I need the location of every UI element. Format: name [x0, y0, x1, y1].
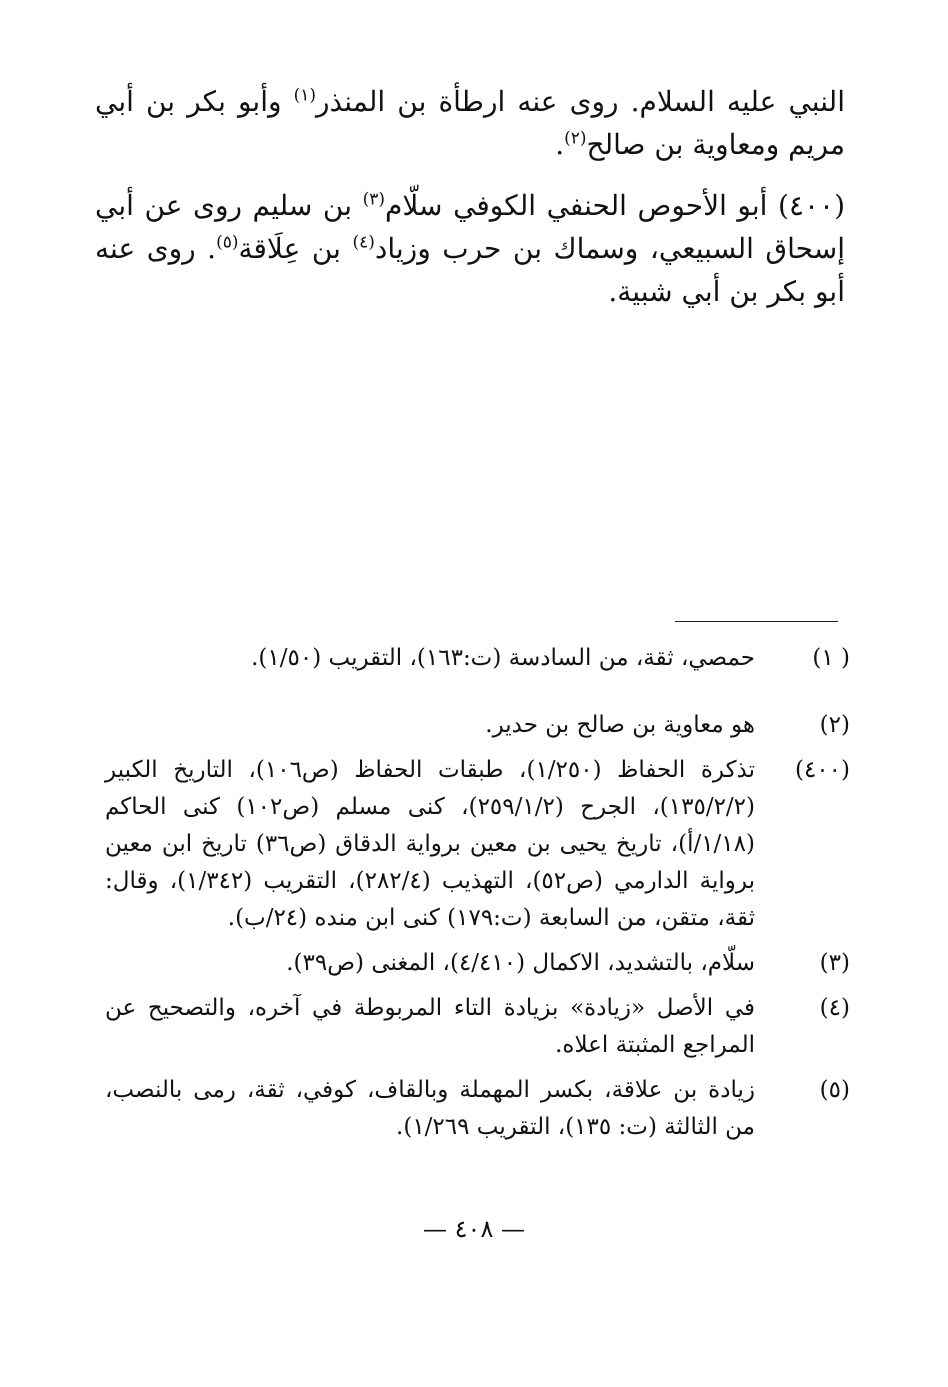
- footnote-item: [105, 1072, 850, 1146]
- footnote-number: (٢): [819, 712, 850, 738]
- footnote-item: [105, 945, 850, 982]
- paragraph-2-text-d: . روى عنه أبو بكر بن أبي شبية.: [95, 232, 845, 308]
- footnote-ref-2: (٢): [564, 128, 587, 149]
- footnote-number: (٤): [819, 995, 850, 1021]
- footnotes: [105, 640, 850, 1154]
- paragraph-2-text-b: بن سليم روى عن أبي إسحاق السبيعي، وسماك بن حرب وزياد: [95, 189, 845, 265]
- footnote-ref-3: (٣): [362, 189, 386, 210]
- paragraph-1-text-a: النبي عليه السلام. روى عنه ارطأة بن المنذر: [316, 85, 845, 118]
- paragraph-1-text-c: .: [555, 128, 565, 161]
- footnote-text: في الأصل «زيادة» بزيادة التاء المربوطة في آخره، والتصحيح عن المراجع المثبتة اعلاه.: [105, 995, 755, 1058]
- footnote-number: (٣): [819, 950, 850, 976]
- footnote-text: حمصي، ثقة، من السادسة (ت:١٦٣)، التقريب (١/٥٠).: [251, 645, 755, 671]
- paragraph-1-text-b: وأبو بكر بن أبي مريم ومعاوية بن صالح: [95, 85, 845, 161]
- paragraph-2: [95, 184, 845, 313]
- main-text: [95, 80, 845, 331]
- footnote-separator: [675, 621, 838, 622]
- footnote-ref-1: (١): [293, 85, 317, 106]
- footnote-text: سلّام، بالتشديد، الاكمال (٤/٤١٠)، المغنى (ص٣٩).: [286, 950, 755, 976]
- footnote-number: (٤٠٠): [794, 757, 850, 783]
- footnote-text: زيادة بن علاقة، بكسر المهملة وبالقاف، كوفي، ثقة، رمى بالنصب، من الثالثة (ت: ١٣٥)، التقريب ١/٢٦٩).: [105, 1077, 755, 1140]
- footnote-item: [105, 640, 850, 677]
- paragraph-2-text-c: بن عِلَاقة: [238, 232, 353, 265]
- page-number: — ٤٠٨ —: [423, 1215, 525, 1243]
- paragraph-2-text-a: (٤٠٠) أبو الأحوص الحنفي الكوفي سلّام: [385, 189, 845, 222]
- footnote-item: [105, 707, 850, 744]
- footnote-text: تذكرة الحفاظ (١/٢٥٠)، طبقات الحفاظ (ص١٠٦)، التاريخ الكبير (١٣٥/٢/٢)، الجرح (٢٥٩/١/٢)، كنى مسلم (ص١٠٢) كنى الحاكم (١/١٨/أ)، تاريخ يحيى بن معين برواية الدقاق (ص٣٦) تاريخ ابن معين برواية الدارمي (ص٥٢)، التهذيب (٢٨٢/٤)، التقريب (١/٣٤٢)، وقال: ثقة، متقن، من السابعة (ت:١٧٩) كنى ابن منده (٢٤/ب).: [105, 757, 756, 931]
- footnote-item: [105, 990, 850, 1064]
- footnote-text: هو معاوية بن صالح بن حدير.: [485, 712, 755, 738]
- footnote-number: (٥): [819, 1077, 850, 1103]
- footnote-ref-5: (٥): [216, 232, 239, 253]
- footnote-ref-4: (٤): [352, 232, 375, 253]
- footnote-number: ( ١): [812, 645, 850, 671]
- footnote-item: [105, 752, 850, 937]
- paragraph-1: [95, 80, 845, 166]
